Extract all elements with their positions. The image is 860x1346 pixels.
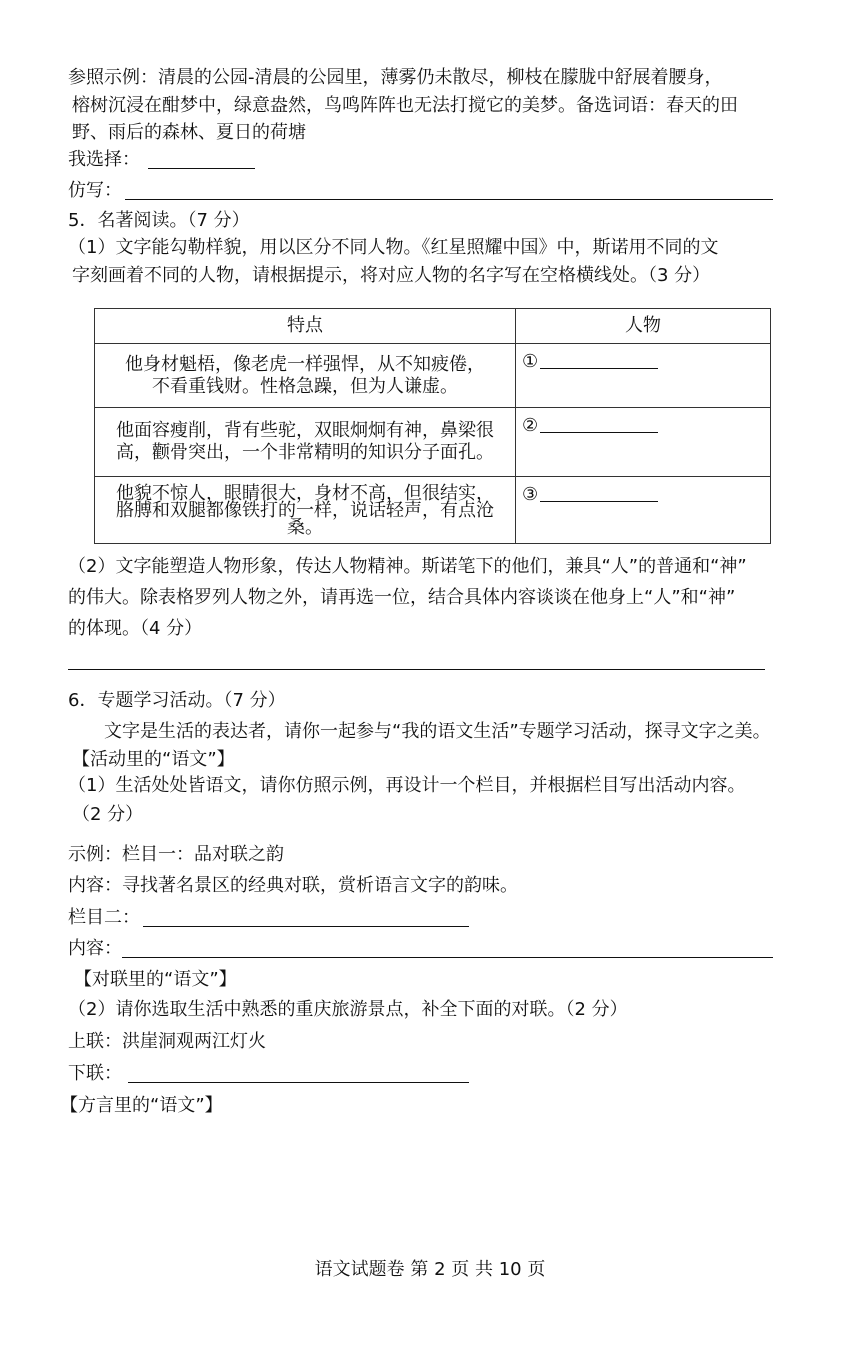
header-feature: 特点 xyxy=(95,309,516,344)
circle-number: ① xyxy=(522,351,539,372)
section-heading-dialect: 【方言里的“语文”】 xyxy=(60,1095,223,1116)
q5-p2-line-1: （2）文字能塑造人物形象，传达人物精神。斯诺笔下的他们，兼具“人”的普通和“神” xyxy=(68,556,747,577)
q5-p2-line-3: 的体现。（4 分） xyxy=(68,618,203,639)
feature-text: 不看重钱财。性格急躁，但为人谦虚。 xyxy=(152,375,458,397)
example-line-3: 野、雨后的森林、夏日的荷塘 xyxy=(72,122,306,143)
column2-label: 栏目二： xyxy=(68,907,140,928)
column2-answer-line[interactable] xyxy=(143,926,469,927)
q5-p1-line-2: 字刻画着不同的人物，请根据提示，将对应人物的名字写在空格横线处。（3 分） xyxy=(72,265,711,286)
q5-p1-line-1: （1）文字能勾勒样貌，用以区分不同人物。《红星照耀中国》中，斯诺用不同的文 xyxy=(68,237,719,258)
character-table xyxy=(94,308,771,544)
table-row xyxy=(95,344,771,408)
q6-intro: 文字是生活的表达者，请你一起参与“我的语文生活”专题学习活动，探寻文字之美。 xyxy=(104,721,771,742)
feature-cell xyxy=(95,477,516,544)
content-label: 内容： xyxy=(68,938,122,959)
circle-number: ③ xyxy=(522,484,539,505)
person-cell xyxy=(516,408,771,477)
person-answer-line-2[interactable] xyxy=(540,414,658,433)
person-answer-line-1[interactable] xyxy=(540,350,658,369)
person-cell xyxy=(516,344,771,408)
feature-text: 他面容瘦削，背有些驼，双眼炯炯有神，鼻梁很 xyxy=(116,420,494,441)
content-answer-line[interactable] xyxy=(122,957,773,958)
example-column: 示例：栏目一：品对联之韵 xyxy=(68,844,284,865)
q6-p2: （2）请你选取生活中熟悉的重庆旅游景点，补全下面的对联。（2 分） xyxy=(68,999,628,1020)
imitate-label: 仿写： xyxy=(68,180,122,201)
feature-cell xyxy=(95,408,516,477)
choose-label: 我选择： xyxy=(68,149,140,170)
q6-p1-line-2: （2 分） xyxy=(72,804,144,825)
example-line-1: 参照示例：清晨的公园-清晨的公园里，薄雾仍未散尽，柳枝在朦胧中舒展着腰身， xyxy=(68,67,723,88)
feature-text: 胳膊和双腿都像铁打的一样，说话轻声，有点沧 xyxy=(116,499,494,521)
feature-text: 他身材魁梧，像老虎一样强悍，从不知疲倦， xyxy=(125,353,485,375)
choose-answer-line[interactable] xyxy=(148,168,255,169)
table-row xyxy=(95,408,771,477)
example-content: 内容：寻找著名景区的经典对联，赏析语言文字的韵味。 xyxy=(68,875,518,896)
circle-number: ② xyxy=(522,415,539,436)
person-cell xyxy=(516,477,771,544)
page-footer: 语文试题卷 第 2 页 共 10 页 xyxy=(314,1259,546,1280)
q5-answer-line[interactable] xyxy=(68,669,765,670)
table-row xyxy=(95,477,771,544)
header-person: 人物 xyxy=(516,309,771,344)
q6-title: 6．专题学习活动。（7 分） xyxy=(68,690,286,711)
example-line-2: 榕树沉浸在酣梦中，绿意盎然，鸟鸣阵阵也无法打搅它的美梦。备选词语：春天的田 xyxy=(72,95,738,116)
imitate-answer-line[interactable] xyxy=(125,199,773,200)
section-heading-couplet: 【对联里的“语文”】 xyxy=(74,969,237,990)
upper-couplet: 上联：洪崖洞观两江灯火 xyxy=(68,1031,266,1052)
feature-text: 桑。 xyxy=(287,516,323,538)
feature-text: 高，颧骨突出，一个非常精明的知识分子面孔。 xyxy=(116,442,494,463)
person-answer-line-3[interactable] xyxy=(540,483,658,502)
lower-answer-line[interactable] xyxy=(128,1082,469,1083)
feature-text: 他貌不惊人，眼睛很大，身材不高，但很结实， xyxy=(116,482,494,504)
q6-p1-line-1: （1）生活处处皆语文，请你仿照示例，再设计一个栏目，并根据栏目写出活动内容。 xyxy=(68,775,746,796)
q5-p2-line-2: 的伟大。除表格罗列人物之外，请再选一位，结合具体内容谈谈在他身上“人”和“神” xyxy=(68,587,736,608)
feature-cell xyxy=(95,344,516,408)
section-heading-activity: 【活动里的“语文”】 xyxy=(72,749,235,770)
lower-label: 下联： xyxy=(68,1063,122,1084)
q5-title: 5．名著阅读。（7 分） xyxy=(68,210,250,231)
